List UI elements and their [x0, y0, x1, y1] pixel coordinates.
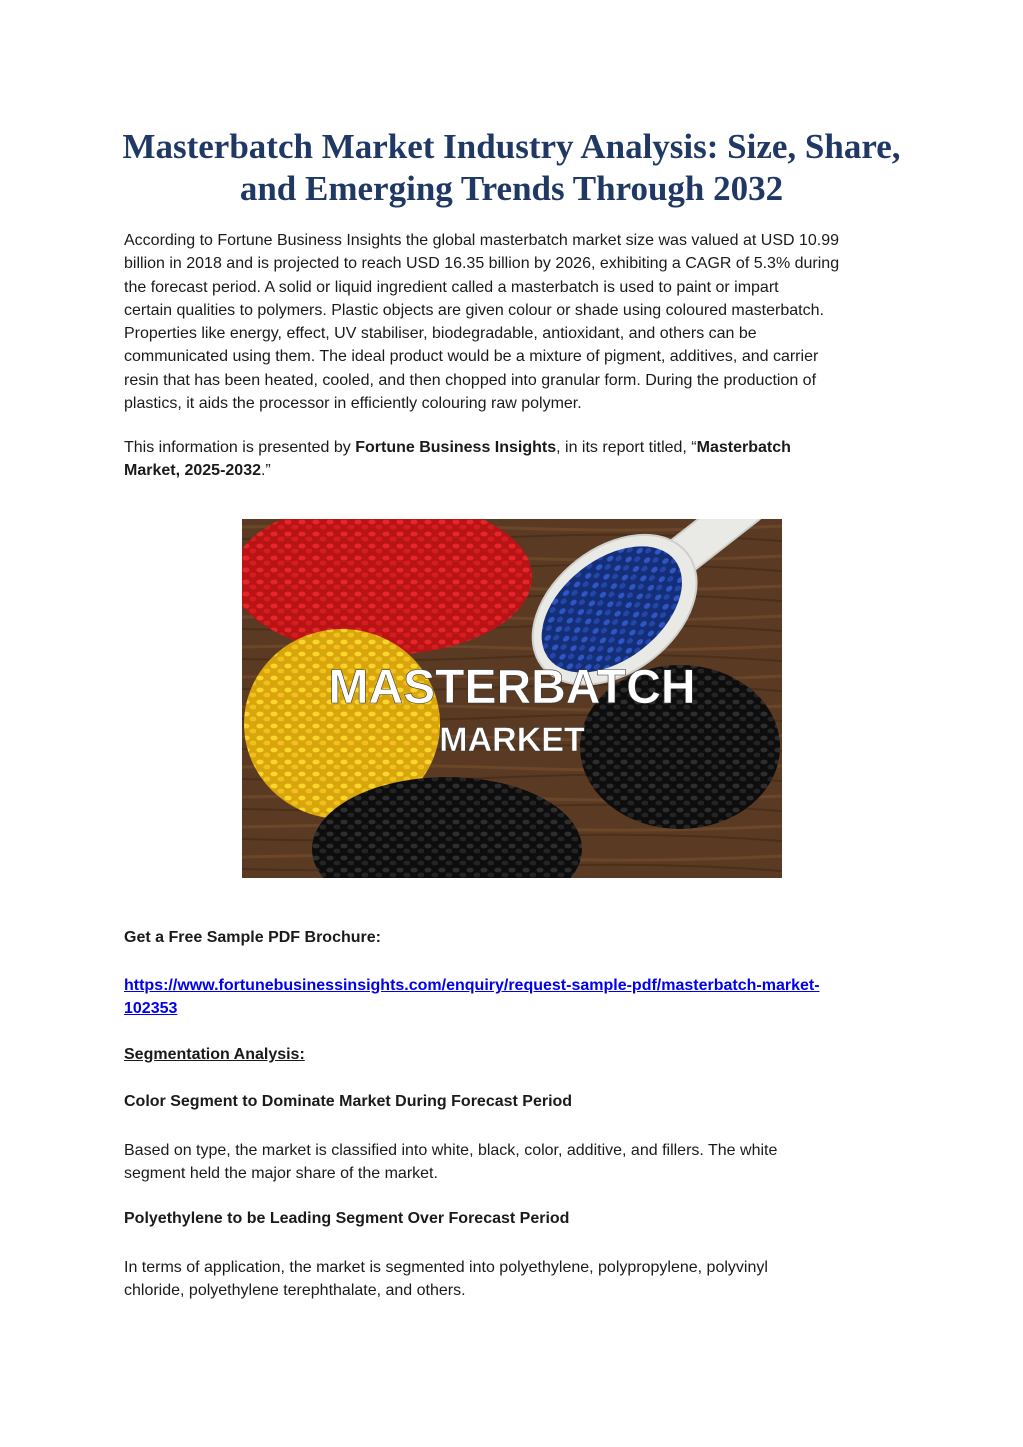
- color-segment-paragraph: [124, 1139, 904, 1186]
- color-text-line: Based on type, the market is classified into white, black, color, additive, and fillers. The white: [124, 1142, 778, 1159]
- figure-subheading: MARKET: [439, 721, 585, 759]
- report-title-part-2: Market, 2025-2032: [124, 462, 261, 480]
- masterbatch-illustration: [242, 519, 782, 878]
- report-title-part-1: Masterbatch: [696, 439, 791, 456]
- intro-line: billion in 2018 and is projected to reach USD 16.35 billion by 2026, exhibiting a CAGR of 5.3% during: [124, 255, 840, 273]
- attribution-line-1: [124, 436, 904, 459]
- intro-line: certain qualities to polymers. Plastic objects are given colour or shade using coloured masterbatch.: [124, 301, 824, 319]
- attribution-paragraph: [124, 436, 904, 483]
- color-text-line: segment held the major share of the market.: [124, 1165, 438, 1183]
- intro-line: Properties like energy, effect, UV stabiliser, biodegradable, antioxidant, and others can be: [124, 325, 757, 343]
- figure-heading: MASTERBATCH: [328, 661, 696, 714]
- masterbatch-market-image: [242, 519, 782, 878]
- application-text-line: chloride, polyethylene terephthalate, and others.: [124, 1282, 466, 1300]
- sample-pdf-link[interactable]: [124, 974, 820, 1021]
- color-segment-heading: Color Segment to Dominate Market During Forecast Period: [124, 1093, 573, 1110]
- company-name: Fortune Business Insights: [355, 439, 557, 456]
- page-title-line-1: Masterbatch Market Industry Analysis: Size, Share,: [122, 127, 901, 166]
- page-title: [100, 126, 923, 210]
- segmentation-heading: Segmentation Analysis:: [124, 1046, 305, 1063]
- intro-line: resin that has been heated, cooled, and then chopped into granular form. During the production of: [124, 371, 817, 389]
- attribution-middle: , in its report titled, “: [556, 439, 697, 456]
- application-paragraph: [124, 1256, 904, 1303]
- intro-paragraph: [124, 229, 904, 415]
- attribution-prefix: This information is presented by: [124, 439, 356, 456]
- page-title-line-2: and Emerging Trends Through 2032: [239, 169, 784, 208]
- application-text-line: In terms of application, the market is segmented into polyethylene, polypropylene, polyvinyl: [124, 1259, 768, 1276]
- sample-brochure-label: Get a Free Sample PDF Brochure:: [124, 929, 381, 946]
- sample-link-line-1: https://www.fortunebusinessinsights.com/enquiry/request-sample-pdf/masterbatch-market-: [124, 977, 820, 994]
- intro-line: communicated using them. The ideal product would be a mixture of pigment, additives, and carrier: [124, 348, 819, 366]
- intro-line: According to Fortune Business Insights the global masterbatch market size was valued at USD 10.99: [124, 232, 840, 249]
- intro-line: plastics, it aids the processor in efficiently colouring raw polymer.: [124, 395, 582, 413]
- attribution-line-2: [124, 459, 904, 482]
- intro-line: the forecast period. A solid or liquid ingredient called a masterbatch is used to paint or impart: [124, 278, 779, 296]
- polyethylene-heading: Polyethylene to be Leading Segment Over Forecast Period: [124, 1210, 570, 1227]
- sample-link-line-2: 102353: [124, 1000, 178, 1018]
- attribution-suffix: .”: [260, 462, 271, 480]
